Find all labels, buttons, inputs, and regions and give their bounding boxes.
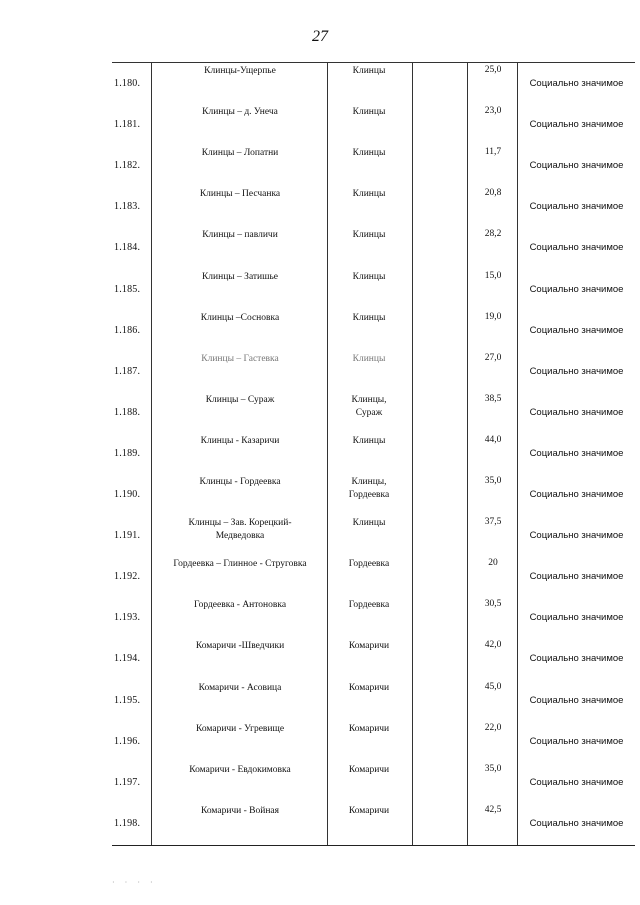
route-name: Клинцы – Сураж xyxy=(205,394,275,405)
route-distance: 15,0 xyxy=(484,270,502,281)
route-distance: 23,0 xyxy=(484,106,502,117)
route-city: Комаричи xyxy=(348,764,390,775)
route-city: Клинцы xyxy=(352,230,386,241)
route-city: Клинцы xyxy=(352,107,386,118)
route-distance: 38,5 xyxy=(484,393,502,404)
route-distance: 19,0 xyxy=(484,311,502,322)
route-status: Социально значимое xyxy=(529,119,624,131)
route-name: Клинцы – Гастевка xyxy=(201,353,279,364)
route-city: Клинцы, Гордеевка xyxy=(348,477,390,500)
table-row xyxy=(112,721,635,762)
route-name: Клинцы-Ущерпье xyxy=(204,66,276,76)
route-distance: 44,0 xyxy=(484,434,502,445)
route-city: Клинцы, Сураж xyxy=(351,394,387,418)
row-number: 1.183. xyxy=(114,201,141,213)
table-row xyxy=(112,351,635,392)
route-city: Клинцы xyxy=(352,312,386,323)
route-name: Клинцы – Песчанка xyxy=(199,189,281,200)
route-distance: 25,0 xyxy=(484,65,502,75)
table-row xyxy=(112,310,635,351)
table-row xyxy=(112,515,635,556)
row-number: 1.182. xyxy=(114,160,141,172)
route-distance: 20,8 xyxy=(484,188,502,199)
route-status: Социально значимое xyxy=(529,489,624,500)
route-name: Клинцы – павличи xyxy=(202,230,278,241)
route-name: Клинцы – Затишье xyxy=(201,271,279,282)
row-number: 1.197. xyxy=(114,776,141,788)
route-name: Гордеевка – Глинное - Струговка xyxy=(173,559,307,570)
route-name: Комаричи - Евдокимовка xyxy=(189,764,291,775)
route-distance: 11,7 xyxy=(484,147,502,158)
table-row xyxy=(112,803,635,844)
route-status: Социально значимое xyxy=(529,817,624,829)
route-status: Социально значимое xyxy=(529,406,624,418)
table-row xyxy=(112,762,635,803)
row-number: 1.185. xyxy=(114,283,141,295)
route-distance: 35,0 xyxy=(484,763,502,774)
route-distance: 42,0 xyxy=(484,640,502,651)
route-status: Социально значимое xyxy=(529,283,624,295)
table-row xyxy=(112,556,635,597)
route-distance: 37,5 xyxy=(484,517,502,528)
route-name: Гордеевка - Антоновка xyxy=(193,600,287,611)
route-status: Социально значимое xyxy=(529,694,624,706)
route-city: Комаричи xyxy=(348,682,390,693)
route-name: Комаричи - Угревище xyxy=(195,723,285,734)
row-number: 1.189. xyxy=(114,447,141,459)
route-city: Гордеевка xyxy=(348,600,390,611)
route-status: Социально значимое xyxy=(529,447,624,459)
route-city: Комаричи xyxy=(348,641,390,652)
route-status: Социально значимое xyxy=(529,365,624,377)
route-distance: 22,0 xyxy=(484,722,502,733)
table-row xyxy=(112,269,635,310)
route-status: Социально значимое xyxy=(529,612,624,624)
route-status: Социально значимое xyxy=(529,653,624,665)
route-name: Клинцы – Лопатни xyxy=(201,148,279,159)
table-row xyxy=(112,474,635,515)
row-number: 1.180. xyxy=(114,78,141,89)
route-distance: 35,0 xyxy=(484,476,502,486)
table-row xyxy=(112,227,635,268)
route-status: Социально значимое xyxy=(529,78,624,89)
route-status: Социально значимое xyxy=(529,242,624,254)
route-city: Клинцы xyxy=(352,435,386,446)
route-status: Социально значимое xyxy=(529,776,624,788)
route-city: Клинцы xyxy=(352,353,386,364)
route-distance: 42,5 xyxy=(484,804,502,815)
row-number: 1.194. xyxy=(114,653,141,665)
row-number: 1.188. xyxy=(114,406,141,418)
route-status: Социально значимое xyxy=(529,571,624,583)
row-number: 1.191. xyxy=(114,530,141,542)
route-name: Клинцы – Зав. Корецкий- Медведовка xyxy=(188,518,292,542)
row-number: 1.190. xyxy=(114,489,141,500)
route-city: Клинцы xyxy=(352,189,386,200)
row-number: 1.195. xyxy=(114,694,141,706)
route-name: Клинцы - Казаричи xyxy=(200,435,280,446)
route-name: Комаричи -Шведчики xyxy=(195,641,285,652)
row-number: 1.192. xyxy=(114,571,141,583)
route-name: Клинцы –Сосновка xyxy=(200,312,280,323)
route-distance: 30,5 xyxy=(484,599,502,610)
route-distance: 27,0 xyxy=(484,352,502,363)
route-name: Клинцы – д. Унеча xyxy=(202,107,278,118)
table-row xyxy=(112,433,635,474)
route-status: Социально значимое xyxy=(529,160,624,172)
route-status: Социально значимое xyxy=(529,735,624,747)
row-number: 1.196. xyxy=(114,735,141,747)
route-distance: 28,2 xyxy=(484,229,502,240)
route-name: Комаричи - Асовица xyxy=(198,682,282,693)
row-number: 1.198. xyxy=(114,817,141,829)
route-city: Клинцы xyxy=(352,66,386,76)
row-number: 1.184. xyxy=(114,242,141,254)
route-city: Гордеевка xyxy=(348,559,390,570)
table-row xyxy=(112,392,635,433)
page-number: 27 xyxy=(312,28,328,45)
route-city: Комаричи xyxy=(348,723,390,734)
route-city: Клинцы xyxy=(352,518,386,529)
route-status: Социально значимое xyxy=(529,530,624,542)
table-row xyxy=(112,145,635,186)
route-city: Комаричи xyxy=(348,805,390,816)
route-city: Клинцы xyxy=(352,271,386,282)
table-row xyxy=(112,638,635,679)
route-name: Комаричи - Войная xyxy=(200,805,280,816)
table-row xyxy=(112,104,635,145)
row-number: 1.186. xyxy=(114,324,141,336)
table-row xyxy=(112,597,635,638)
table-row xyxy=(112,63,635,104)
table-row xyxy=(112,186,635,227)
route-distance: 20 xyxy=(488,558,498,569)
row-number: 1.181. xyxy=(114,119,141,131)
routes-table xyxy=(112,62,635,846)
row-number: 1.187. xyxy=(114,365,141,377)
route-status: Социально значимое xyxy=(529,324,624,336)
route-city: Клинцы xyxy=(352,148,386,159)
route-distance: 45,0 xyxy=(484,681,502,692)
route-status: Социально значимое xyxy=(529,201,624,213)
table-row xyxy=(112,680,635,721)
row-number: 1.193. xyxy=(114,612,141,624)
route-name: Клинцы - Гордеевка xyxy=(199,477,281,487)
scan-marks: · · · · xyxy=(112,878,157,887)
